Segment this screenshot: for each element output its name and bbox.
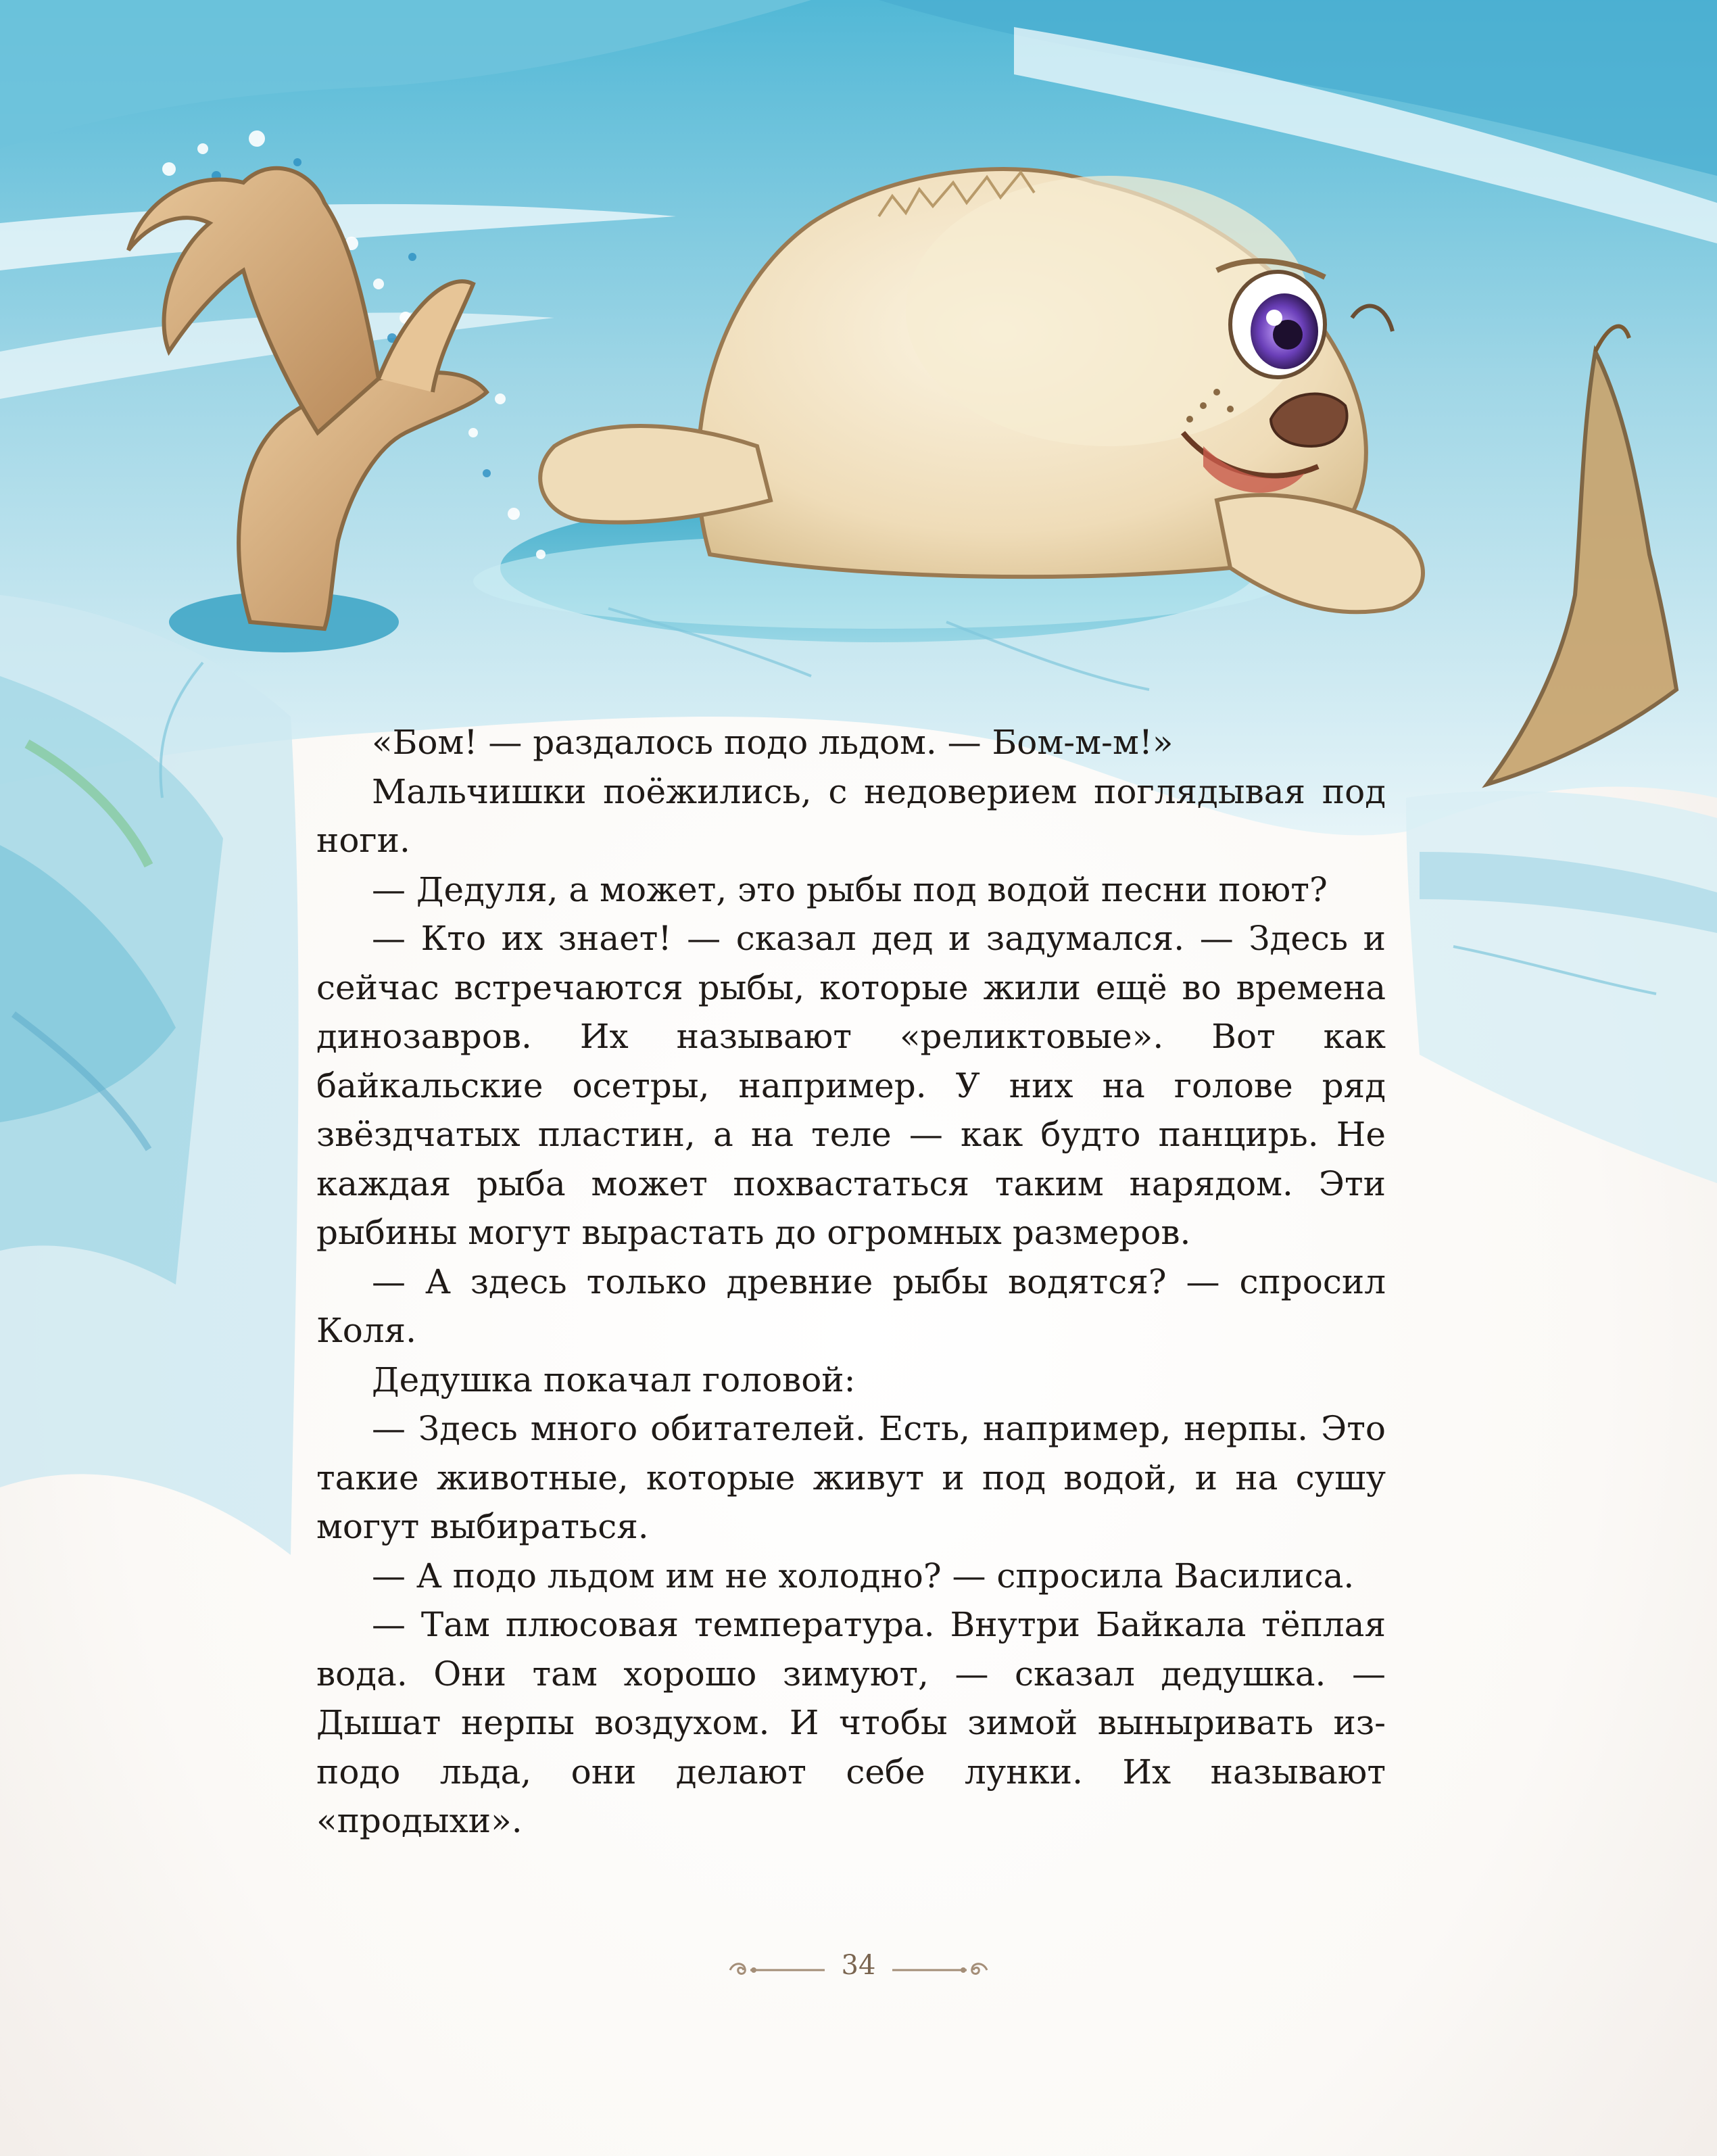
- paragraph: — А здесь только древние рыбы водятся? — спросил Коля.: [316, 1262, 1386, 1350]
- paragraph: — Дедуля, а может, это рыбы под водой песни поют?: [372, 869, 1328, 909]
- paragraph: — Там плюсовая температура. Внутри Байкала тёплая вода. Они там хорошо зимуют, — сказал дедушка. — Дышат нерпы воздухом. И чтобы зимой выныривать из-подо льда, они делают себе лунки. Их называют «продыхи».: [316, 1605, 1386, 1840]
- ornament-right-icon: [892, 1955, 994, 1982]
- paragraph: Дедушка покачал головой:: [372, 1360, 856, 1399]
- paragraph: — Кто их знает! — сказал дед и задумался. — Здесь и сейчас встречаются рыбы, которые жили ещё во времена динозавров. Их называют «реликтовые». Вот как байкальские осетры, например. У них на голове ряд звёздчатых пластин, а на теле — как будто панцирь. Не каждая рыба может похвастаться таким нарядом. Эти рыбины могут вырастать до огромных размеров.: [316, 919, 1386, 1252]
- paragraph: — А подо льдом им не холодно? — спросила Василиса.: [372, 1556, 1355, 1596]
- page-footer: [710, 1947, 1007, 1988]
- paragraph: «Бом! — раздалось подо льдом. — Бом-м-м!»: [372, 723, 1174, 762]
- page-number: 34: [841, 1950, 876, 1981]
- story-text: [316, 718, 1386, 1846]
- paragraph: — Здесь много обитателей. Есть, например, нерпы. Это такие животные, которые живут и под водой, и на сушу могут выбираться.: [316, 1409, 1386, 1546]
- paragraph: Мальчишки поёжились, с недоверием поглядывая под ноги.: [316, 771, 1386, 860]
